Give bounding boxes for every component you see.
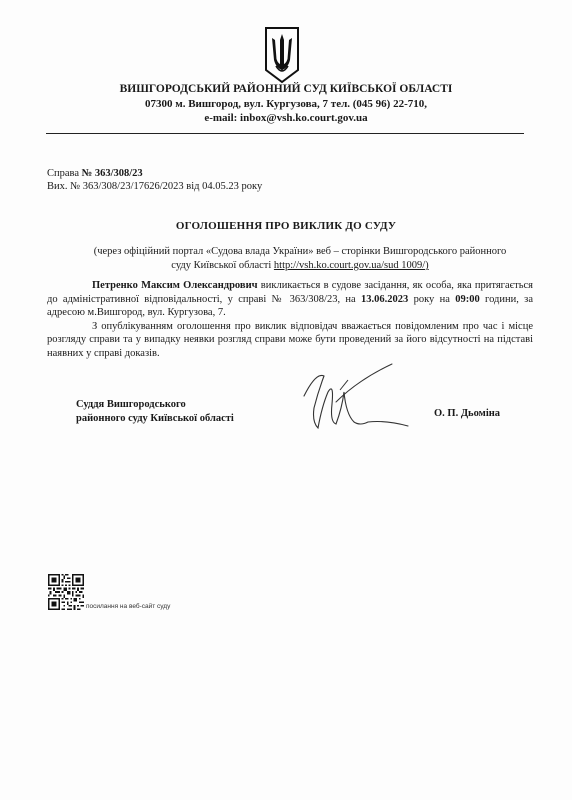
- summons-paragraph: [47, 279, 533, 320]
- judge-name: О. П. Дьоміна: [434, 408, 501, 419]
- portal-line-2: [60, 260, 540, 271]
- trident-emblem-icon: [262, 26, 302, 84]
- portal-line-1: (через офіційний портал «Судова влада України» веб – сторінки Вишгородського районного: [93, 246, 507, 257]
- case-number-value: № 363/308/23: [81, 168, 143, 179]
- hearing-date: 13.06.2023: [361, 293, 409, 305]
- judge-title: [76, 398, 234, 426]
- portal-link[interactable]: http://vsh.ko.court.gov.ua/sud 1009/): [273, 260, 429, 271]
- qr-code-icon[interactable]: [48, 574, 84, 610]
- outgoing-reference: Вих. № 363/308/23/17626/2023 від 04.05.23 року: [47, 181, 263, 192]
- portal-line-2-text: суду Київської області: [171, 260, 274, 271]
- summons-text-a: викликається в судове засідання, як особа, яка притягається до адміністративної відповідальності, у справі № 363/308/23, на: [47, 280, 533, 305]
- court-email: e-mail: inbox@vsh.ko.court.gov.ua: [204, 112, 368, 124]
- handwritten-signature: [296, 362, 414, 440]
- case-label: Справа: [47, 168, 82, 179]
- header-divider: [46, 133, 524, 134]
- summons-text-b: року на: [408, 293, 456, 305]
- qr-caption: посилання на веб-сайт суду: [86, 603, 171, 610]
- court-name: ВИШГОРОДСЬКИЙ РАЙОННИЙ СУД КИЇВСЬКОЇ ОБЛАСТІ: [119, 83, 453, 95]
- case-number: [47, 168, 143, 179]
- summons-text-c: години, за адресою м.Вишгород, вул. Кургузова, 7.: [47, 293, 533, 318]
- judge-title-line-1: Суддя Вишгородського: [76, 399, 186, 410]
- publication-paragraph: З опублікуванням оголошення про виклик відповідач вважається повідомленим про час і місце розгляду справи та у випадку неявки розгляд справи може бути проведений за його відсутності на підставі наявних у справі доказів.: [47, 320, 533, 359]
- person-name: Петренко Максим Олександрович: [92, 280, 258, 291]
- hearing-time: 09:00: [455, 293, 480, 305]
- notice-title: ОГОЛОШЕННЯ ПРО ВИКЛИК ДО СУДУ: [175, 220, 397, 232]
- court-address: 07300 м. Вишгород, вул. Кургузова, 7 тел. (045 96) 22-710,: [144, 98, 428, 110]
- notice-body: [47, 279, 533, 360]
- judge-title-line-2: районного суду Київської області: [76, 413, 234, 424]
